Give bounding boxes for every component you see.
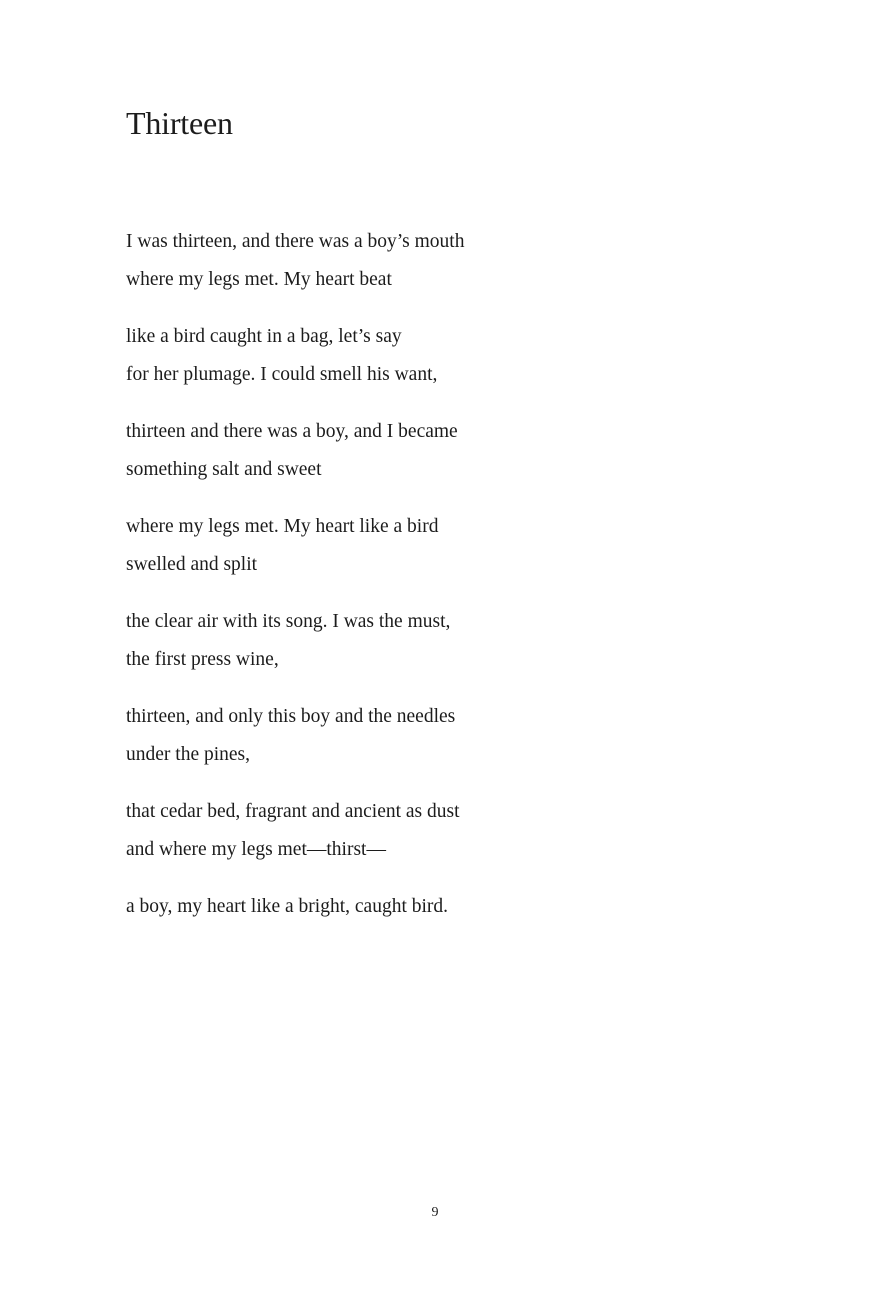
poem-line: under the pines, <box>126 744 251 765</box>
poem-line: thirteen and there was a boy, and I became <box>126 421 458 442</box>
poem-title: Thirteen <box>126 105 233 141</box>
poem-line: swelled and split <box>126 554 258 575</box>
stanza <box>126 318 546 394</box>
poem-line: the clear air with its song. I was the must, <box>126 611 451 632</box>
poem-line: I was thirteen, and there was a boy’s mouth <box>126 231 465 252</box>
poem-line: where my legs met. My heart like a bird <box>126 516 439 537</box>
stanza <box>126 413 546 489</box>
stanza <box>126 698 546 774</box>
poem-line: and where my legs met—thirst— <box>126 839 386 860</box>
poem-line: that cedar bed, fragrant and ancient as dust <box>126 801 460 822</box>
poem-line: a boy, my heart like a bright, caught bird. <box>126 896 449 917</box>
poem-line: something salt and sweet <box>126 459 322 480</box>
poem-line: for her plumage. I could smell his want, <box>126 364 438 385</box>
stanza <box>126 223 546 299</box>
poem-line: thirteen, and only this boy and the needles <box>126 706 456 727</box>
stanza <box>126 603 546 679</box>
poem-body <box>126 223 546 945</box>
poem-line: where my legs met. My heart beat <box>126 269 392 290</box>
stanza <box>126 793 546 869</box>
poem-line: like a bird caught in a bag, let’s say <box>126 326 402 347</box>
poem-line: the first press wine, <box>126 649 279 670</box>
page-number: 9 <box>431 1205 439 1220</box>
stanza <box>126 508 546 584</box>
stanza <box>126 888 546 926</box>
